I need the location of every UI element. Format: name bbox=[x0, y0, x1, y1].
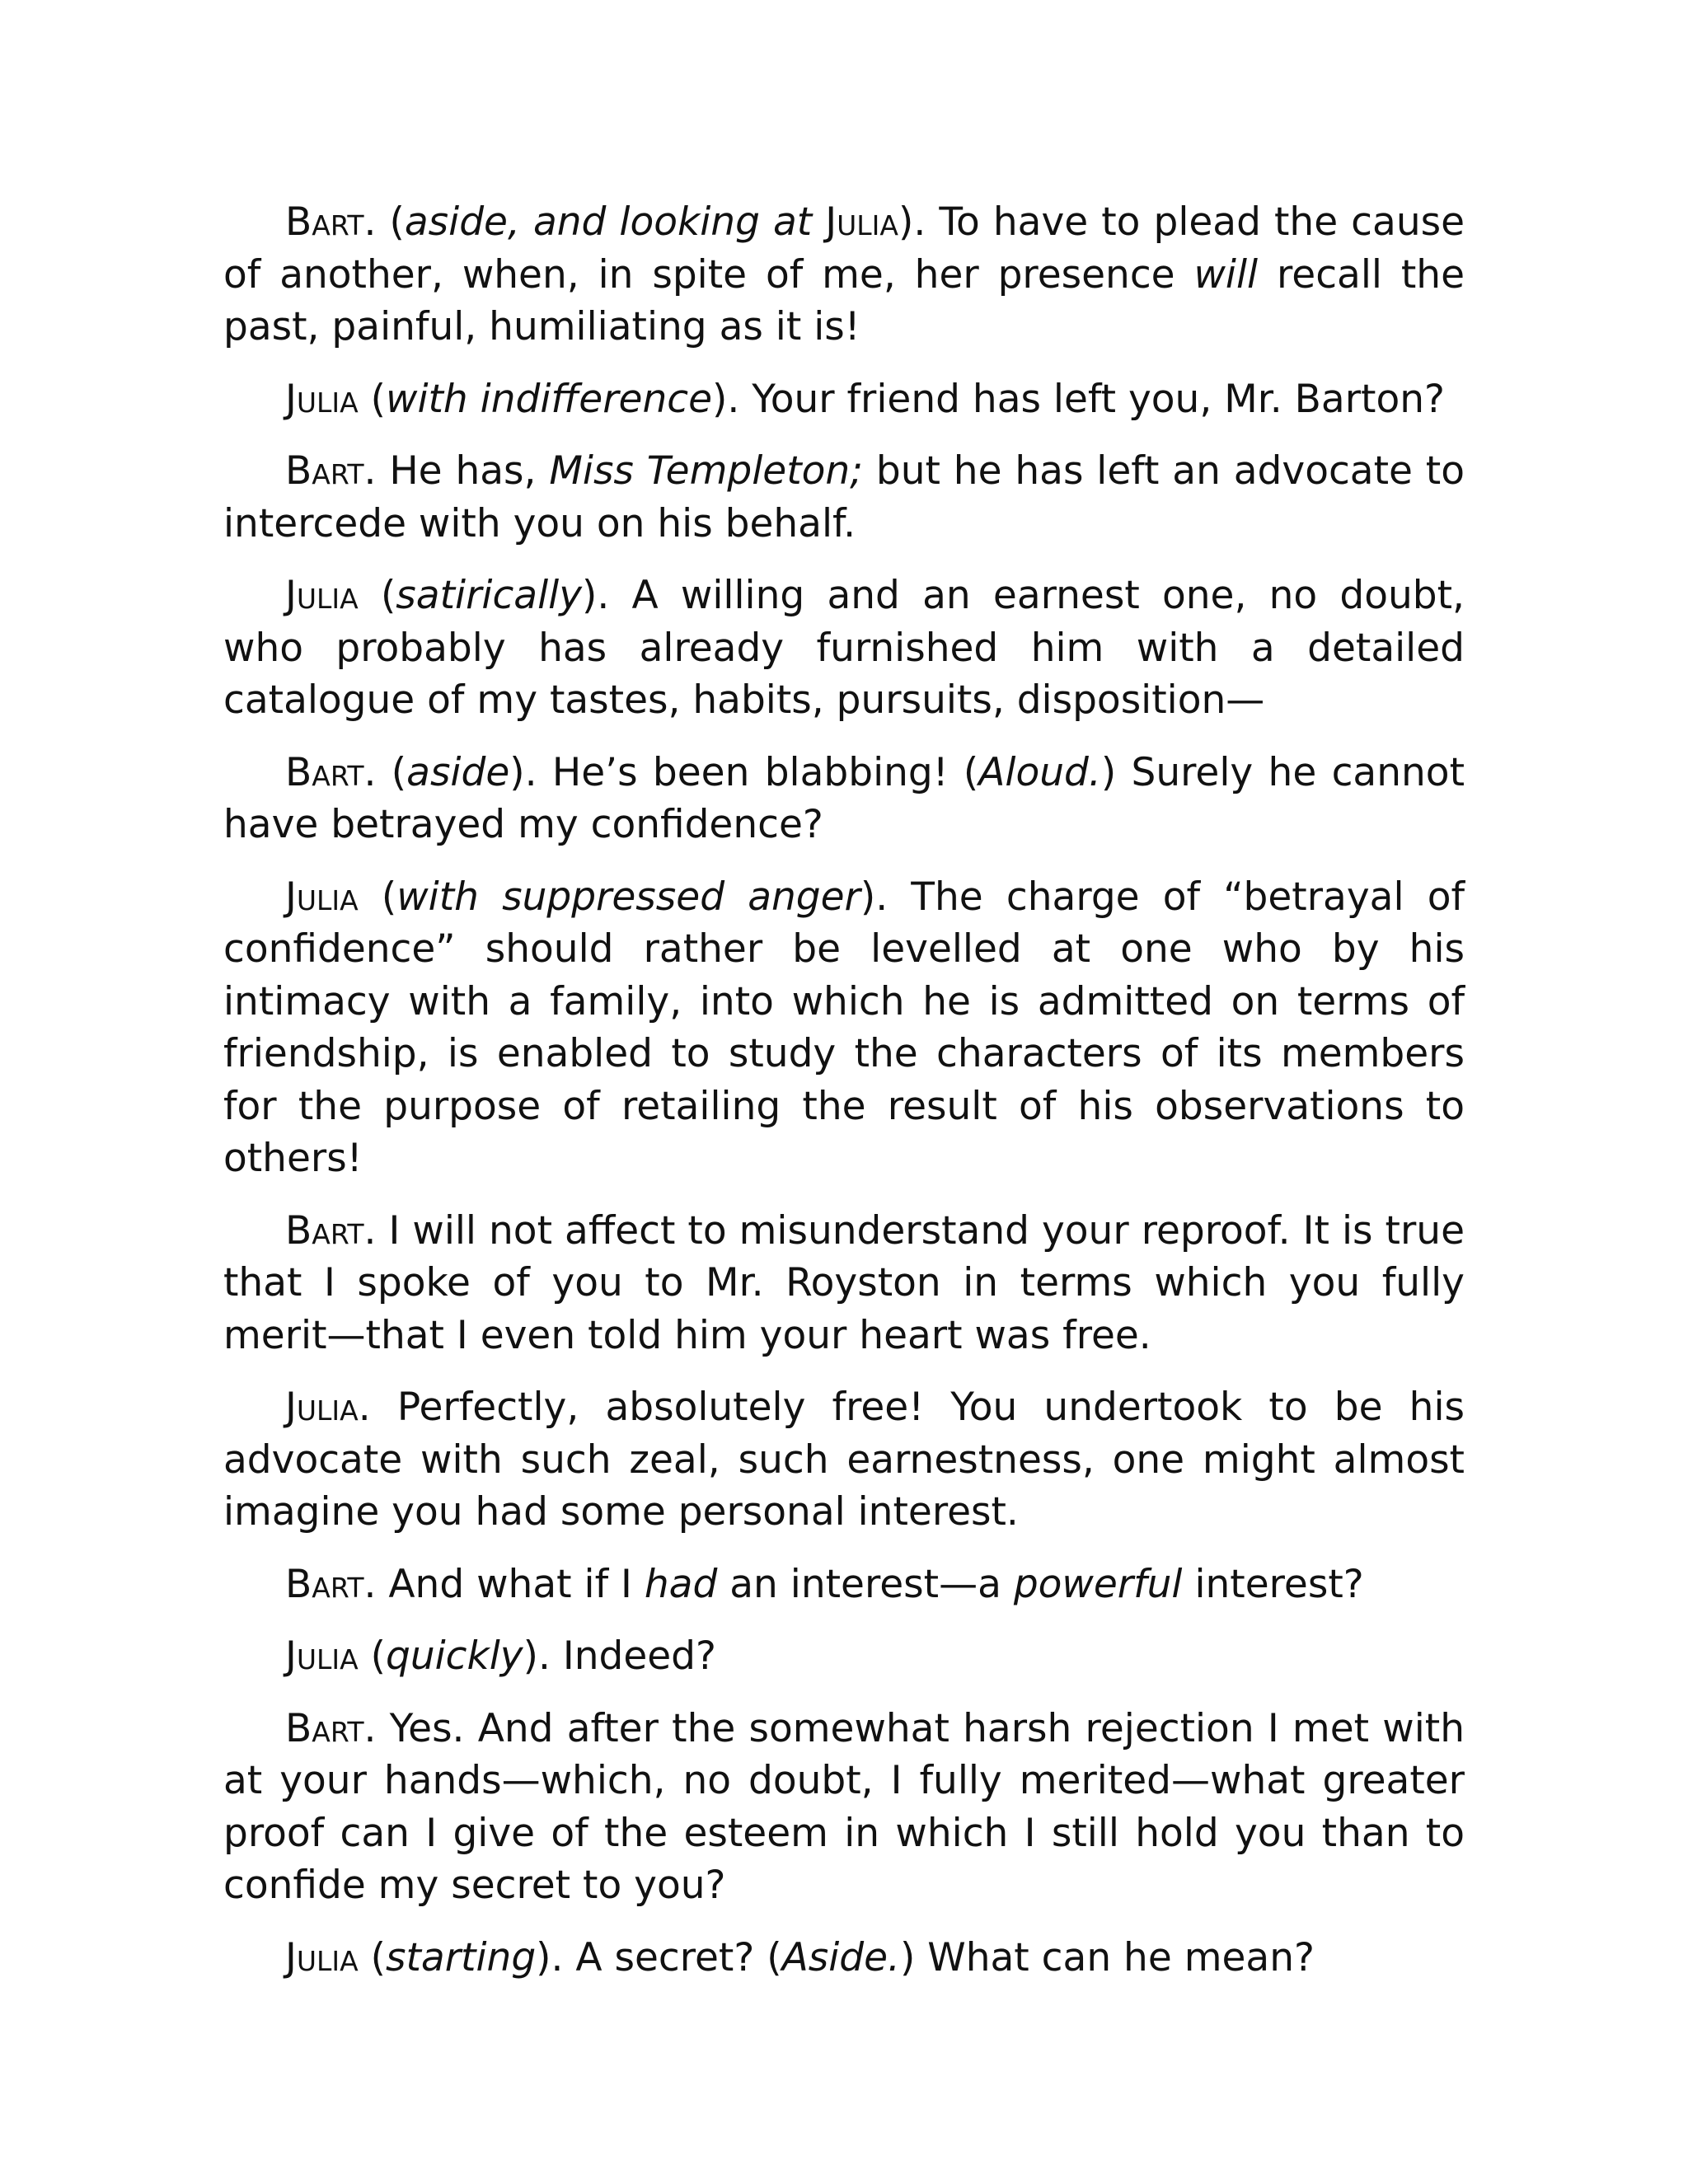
dialogue-text: ( bbox=[358, 573, 396, 618]
speaker-name: Julia bbox=[285, 573, 359, 618]
speaker-name: Bart bbox=[285, 448, 364, 494]
speaker-name: Bart bbox=[285, 1705, 364, 1751]
speaker-name: Julia bbox=[285, 1934, 359, 1980]
emphasis: Miss Templeton; bbox=[549, 448, 863, 494]
stage-direction: satirically bbox=[396, 573, 583, 618]
dialogue-paragraph bbox=[223, 1932, 1465, 1985]
dialogue-text: recall the past, painful, humiliating as it is! bbox=[223, 251, 1465, 349]
stage-direction: starting bbox=[386, 1934, 537, 1980]
dialogue-text: ). A willing and an earnest one, no doubt, who probably has already furnished him with a detailed catalogue of my tastes, habits, pursuits, disposition— bbox=[223, 573, 1465, 723]
stage-direction: aside bbox=[406, 749, 510, 795]
dialogue-text: . ( bbox=[363, 199, 405, 245]
dialogue-paragraph bbox=[223, 569, 1465, 727]
dialogue-text: ). Your friend has left you, Mr. Barton? bbox=[712, 376, 1445, 422]
stage-direction: with indifference bbox=[386, 376, 713, 422]
dialogue-text: ( bbox=[358, 1934, 386, 1980]
dialogue-text: . I will not affect to misunderstand your reproof. It is true that I spoke of you to Mr. Royston in terms which you fully merit—that I even told him your heart was free. bbox=[223, 1207, 1465, 1358]
stage-direction: Aloud. bbox=[978, 749, 1101, 795]
speaker-name: Julia bbox=[825, 199, 898, 245]
dialogue-text: ( bbox=[358, 874, 397, 920]
dialogue-text: ( bbox=[358, 376, 386, 422]
dialogue-paragraph bbox=[223, 1630, 1465, 1683]
dialogue-text: . And what if I bbox=[363, 1561, 645, 1607]
speaker-name: Julia bbox=[285, 874, 359, 920]
stage-direction: Aside. bbox=[781, 1934, 900, 1980]
dialogue-text: . Perfectly, absolutely free! You undertook to be his advocate with such zeal, such earnestness, one might almost imagine you had some personal interest. bbox=[223, 1385, 1465, 1535]
dialogue-paragraph bbox=[223, 871, 1465, 1185]
dialogue-text: interest? bbox=[1182, 1561, 1364, 1607]
dialogue-text: ). A secret? ( bbox=[536, 1934, 782, 1980]
dialogue-text: ). He’s been blabbing! ( bbox=[509, 749, 979, 795]
dialogue-text: ) Surely he cannot have betrayed my confidence? bbox=[223, 749, 1465, 847]
dialogue-paragraph bbox=[223, 1205, 1465, 1362]
speaker-name: Bart bbox=[285, 1561, 364, 1607]
emphasis: powerful bbox=[1013, 1561, 1183, 1607]
script-page bbox=[223, 196, 1465, 2004]
dialogue-paragraph bbox=[223, 1703, 1465, 1912]
stage-direction: quickly bbox=[386, 1633, 523, 1679]
speaker-name: Bart bbox=[285, 1207, 364, 1254]
dialogue-text: ). The charge of “betrayal of confidence” should rather be levelled at one who by his intimacy with a family, into which he is admitted on terms of friendship, is enabled to study the characters of its members for the purpose of retailing the result of his observations to others! bbox=[223, 874, 1465, 1181]
dialogue-paragraph bbox=[223, 196, 1465, 354]
dialogue-paragraph bbox=[223, 445, 1465, 550]
dialogue-paragraph bbox=[223, 1381, 1465, 1539]
stage-direction: with suppressed anger bbox=[396, 874, 860, 920]
dialogue-text: ). Indeed? bbox=[523, 1633, 716, 1679]
speaker-name: Bart bbox=[285, 749, 364, 795]
dialogue-text: ) What can he mean? bbox=[899, 1934, 1315, 1980]
dialogue-paragraph bbox=[223, 747, 1465, 851]
emphasis: had bbox=[644, 1561, 718, 1607]
speaker-name: Bart bbox=[285, 199, 364, 245]
emphasis: will bbox=[1193, 251, 1259, 298]
speaker-name: Julia bbox=[285, 1385, 359, 1430]
dialogue-text: ( bbox=[358, 1633, 386, 1679]
dialogue-paragraph bbox=[223, 373, 1465, 426]
speaker-name: Julia bbox=[285, 376, 359, 422]
dialogue-text: . He has, bbox=[363, 448, 550, 494]
dialogue-text: an interest—a bbox=[717, 1561, 1014, 1607]
dialogue-text: . ( bbox=[363, 749, 407, 795]
dialogue-text: . Yes. And after the somewhat harsh rejection I met with at your hands—which, no doubt, I fully merited—what greater proof can I give of the esteem in which I still hold you than to confide my secret to you? bbox=[223, 1705, 1465, 1908]
dialogue-paragraph bbox=[223, 1558, 1465, 1611]
dialogue-text: ). To have to plead the cause of another, when, in spite of me, her presence bbox=[223, 199, 1465, 298]
speaker-name: Julia bbox=[285, 1633, 359, 1679]
stage-direction: aside, and looking at bbox=[404, 199, 826, 245]
dialogue-text: but he has left an advocate to intercede with you on his behalf. bbox=[223, 448, 1465, 546]
